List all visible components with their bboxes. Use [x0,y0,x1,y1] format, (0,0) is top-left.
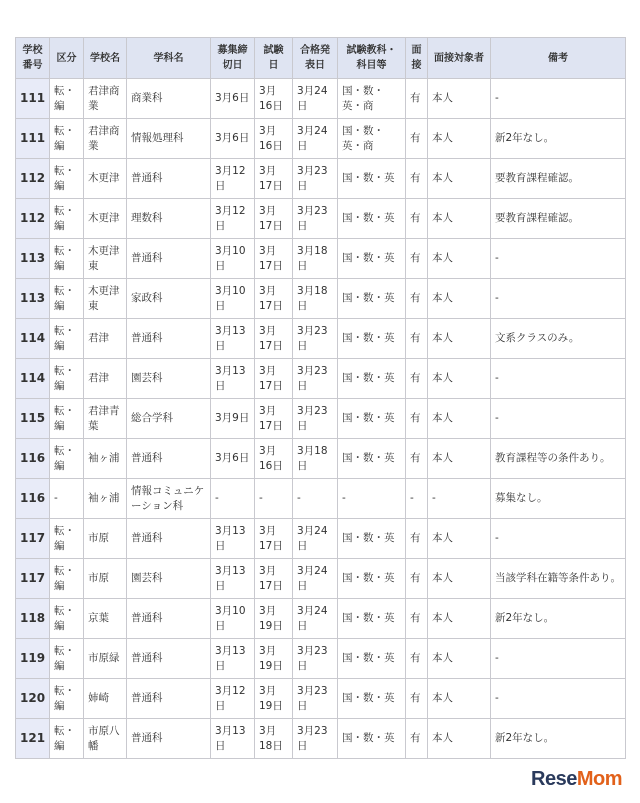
table-cell: 市原緑 [84,639,127,679]
table-cell: 113 [16,239,50,279]
table-cell: 3月19日 [255,679,293,719]
table-cell: 袖ヶ浦 [84,439,127,479]
table-cell: 3月23日 [293,199,338,239]
table-cell: 教育課程等の条件あり。 [491,439,626,479]
table-cell: 君津商業 [84,119,127,159]
table-cell: 116 [16,439,50,479]
table-cell: 118 [16,599,50,639]
table-cell: - [50,479,84,519]
table-cell: 3月13日 [211,719,255,759]
table-cell: 普通科 [127,639,211,679]
table-cell: 情報コミュニケーション科 [127,479,211,519]
table-row [16,639,626,679]
table-cell: 転・編 [50,679,84,719]
table-cell: 3月23日 [293,319,338,359]
table-cell: 3月16日 [255,79,293,119]
table-cell: 普通科 [127,319,211,359]
table-cell: 有 [406,679,428,719]
admission-table [15,37,626,759]
table-cell: 商業科 [127,79,211,119]
column-header: 合格発表日 [293,38,338,79]
table-cell: 君津 [84,359,127,399]
table-cell: 転・編 [50,79,84,119]
table-cell: 有 [406,399,428,439]
table-row [16,479,626,519]
table-cell: 国・数・英 [338,679,406,719]
table-cell: 112 [16,199,50,239]
table-cell: 普通科 [127,159,211,199]
table-cell: 国・数・英 [338,359,406,399]
table-cell: 総合学科 [127,399,211,439]
table-cell: 3月17日 [255,559,293,599]
table-cell: 111 [16,119,50,159]
table-cell: 文系クラスのみ。 [491,319,626,359]
table-cell: - [491,519,626,559]
table-cell: 国・数・英 [338,239,406,279]
resemom-logo [531,768,622,791]
table-cell: 121 [16,719,50,759]
table-cell: 有 [406,279,428,319]
table-cell: 3月16日 [255,119,293,159]
table-header-row [16,38,626,79]
table-cell: 転・編 [50,519,84,559]
table-row [16,399,626,439]
table-cell: 本人 [428,319,491,359]
table-cell: 有 [406,599,428,639]
table-cell: 有 [406,199,428,239]
table-cell: 3月23日 [293,359,338,399]
table-cell: 転・編 [50,399,84,439]
table-cell: 当該学科在籍等条件あり。 [491,559,626,599]
table-cell: 3月12日 [211,159,255,199]
table-cell: 3月18日 [293,239,338,279]
table-cell: 転・編 [50,279,84,319]
table-cell: 3月24日 [293,79,338,119]
table-cell: 3月17日 [255,239,293,279]
table-cell: 転・編 [50,319,84,359]
table-row [16,439,626,479]
table-cell: 119 [16,639,50,679]
table-cell: 木更津 [84,159,127,199]
table-row [16,79,626,119]
table-cell: 君津青葉 [84,399,127,439]
table-cell: 家政科 [127,279,211,319]
table-cell: - [491,679,626,719]
table-cell: 市原 [84,519,127,559]
table-cell: 本人 [428,359,491,399]
column-header: 試験日 [255,38,293,79]
table-cell: 3月17日 [255,279,293,319]
table-cell: 3月23日 [293,399,338,439]
table-cell: 有 [406,559,428,599]
table-cell: 本人 [428,159,491,199]
table-cell: - [406,479,428,519]
table-cell: - [428,479,491,519]
table-cell: 3月17日 [255,319,293,359]
table-cell: 114 [16,319,50,359]
table-cell: 3月17日 [255,199,293,239]
table-cell: 本人 [428,519,491,559]
table-cell: 3月23日 [293,719,338,759]
table-cell: 国・数・英 [338,719,406,759]
table-cell: 姉崎 [84,679,127,719]
logo-text-a: Rese [531,768,577,790]
table-cell: 3月6日 [211,119,255,159]
column-header: 備考 [491,38,626,79]
table-cell: 3月16日 [255,439,293,479]
column-header: 学校番号 [16,38,50,79]
table-cell: 3月13日 [211,639,255,679]
table-cell: - [491,359,626,399]
table-cell: 国・数・英 [338,319,406,359]
table-cell: 市原八幡 [84,719,127,759]
table-cell: - [338,479,406,519]
table-row [16,359,626,399]
table-cell: 要教育課程確認。 [491,199,626,239]
table-cell: 国・数・英 [338,399,406,439]
table-cell: 新2年なし。 [491,719,626,759]
table-cell: 3月13日 [211,519,255,559]
table-cell: 本人 [428,239,491,279]
logo-text-b: Mom [576,768,622,790]
column-header: 募集締切日 [211,38,255,79]
table-cell: 転・編 [50,719,84,759]
table-cell: - [255,479,293,519]
table-cell: 転・編 [50,199,84,239]
table-cell: 有 [406,159,428,199]
table-cell: 園芸科 [127,559,211,599]
table-cell: 3月23日 [293,679,338,719]
table-cell: 3月18日 [255,719,293,759]
table-cell: 本人 [428,599,491,639]
table-cell: 113 [16,279,50,319]
column-header: 面接対象者 [428,38,491,79]
table-cell: 国・数・英 [338,639,406,679]
table-cell: 3月17日 [255,399,293,439]
table-cell: 転・編 [50,119,84,159]
table-cell: 112 [16,159,50,199]
column-header: 面接 [406,38,428,79]
table-cell: 普通科 [127,519,211,559]
table-cell: 3月13日 [211,319,255,359]
table-cell: 市原 [84,559,127,599]
table-cell: 本人 [428,79,491,119]
table-cell: 有 [406,519,428,559]
table-cell: 3月13日 [211,359,255,399]
table-cell: 有 [406,719,428,759]
table-cell: 3月23日 [293,639,338,679]
table-cell: 転・編 [50,559,84,599]
table-cell: 本人 [428,559,491,599]
table-cell: 国・数・英・商 [338,79,406,119]
column-header: 試験教科・科目等 [338,38,406,79]
table-cell: 有 [406,79,428,119]
table-cell: 本人 [428,439,491,479]
table-row [16,559,626,599]
table-cell: 3月24日 [293,519,338,559]
table-cell: 国・数・英 [338,559,406,599]
table-row [16,519,626,559]
table-cell: 袖ヶ浦 [84,479,127,519]
table-cell: 3月18日 [293,439,338,479]
table-cell: 転・編 [50,239,84,279]
table-cell: 3月9日 [211,399,255,439]
table-cell: 募集なし。 [491,479,626,519]
table-cell: 3月17日 [255,159,293,199]
table-cell: - [491,399,626,439]
column-header: 学校名 [84,38,127,79]
table-cell: 115 [16,399,50,439]
table-cell: 転・編 [50,439,84,479]
table-cell: 普通科 [127,679,211,719]
table-cell: 園芸科 [127,359,211,399]
table-cell: - [491,239,626,279]
table-cell: 有 [406,359,428,399]
table-cell: 120 [16,679,50,719]
table-cell: 3月18日 [293,279,338,319]
table-cell: - [293,479,338,519]
table-cell: 木更津東 [84,279,127,319]
table-cell: 国・数・英 [338,159,406,199]
table-cell: 転・編 [50,639,84,679]
column-header: 学科名 [127,38,211,79]
table-cell: 国・数・英 [338,439,406,479]
table-cell: 3月17日 [255,519,293,559]
table-cell: 3月19日 [255,599,293,639]
table-cell: 3月12日 [211,679,255,719]
table-cell: 114 [16,359,50,399]
table-row [16,119,626,159]
table-cell: 転・編 [50,159,84,199]
table-row [16,239,626,279]
table-cell: 3月24日 [293,119,338,159]
table-cell: 本人 [428,119,491,159]
table-cell: 国・数・英 [338,599,406,639]
table-cell: 3月10日 [211,279,255,319]
table-cell: 3月17日 [255,359,293,399]
table-cell: 3月23日 [293,159,338,199]
table-cell: 3月10日 [211,599,255,639]
table-cell: 有 [406,239,428,279]
table-cell: 普通科 [127,439,211,479]
table-row [16,719,626,759]
table-cell: 本人 [428,679,491,719]
table-cell: 本人 [428,279,491,319]
table-cell: 有 [406,439,428,479]
table-cell: - [491,79,626,119]
table-cell: 3月19日 [255,639,293,679]
table-cell: 3月6日 [211,79,255,119]
table-cell: 有 [406,319,428,359]
table-cell: 理数科 [127,199,211,239]
table-cell: 木更津東 [84,239,127,279]
table-cell: 要教育課程確認。 [491,159,626,199]
table-cell: 有 [406,119,428,159]
table-cell: 新2年なし。 [491,599,626,639]
table-cell: 普通科 [127,599,211,639]
table-cell: - [211,479,255,519]
table-cell: 3月24日 [293,599,338,639]
table-cell: 117 [16,559,50,599]
table-cell: 117 [16,519,50,559]
table-cell: 3月6日 [211,439,255,479]
table-cell: 3月13日 [211,559,255,599]
column-header: 区分 [50,38,84,79]
table-cell: 国・数・英 [338,279,406,319]
table-cell: 新2年なし。 [491,119,626,159]
table-row [16,319,626,359]
table-row [16,679,626,719]
table-cell: 本人 [428,719,491,759]
table-cell: 国・数・英 [338,519,406,559]
table-row [16,279,626,319]
table-cell: 有 [406,639,428,679]
table-cell: 国・数・英・商 [338,119,406,159]
table-cell: 3月12日 [211,199,255,239]
table-row [16,199,626,239]
table-cell: 転・編 [50,359,84,399]
table-cell: 君津 [84,319,127,359]
table-cell: 本人 [428,639,491,679]
table-cell: 木更津 [84,199,127,239]
table-row [16,599,626,639]
table-cell: 君津商業 [84,79,127,119]
table-cell: 本人 [428,199,491,239]
table-cell: 普通科 [127,719,211,759]
table-cell: 京葉 [84,599,127,639]
table-cell: 情報処理科 [127,119,211,159]
table-cell: 3月24日 [293,559,338,599]
table-cell: 普通科 [127,239,211,279]
table-cell: - [491,639,626,679]
table-cell: 転・編 [50,599,84,639]
table-row [16,159,626,199]
table-cell: 116 [16,479,50,519]
table-cell: 111 [16,79,50,119]
table-cell: 国・数・英 [338,199,406,239]
table-cell: 3月10日 [211,239,255,279]
table-cell: 本人 [428,399,491,439]
table-cell: - [491,279,626,319]
